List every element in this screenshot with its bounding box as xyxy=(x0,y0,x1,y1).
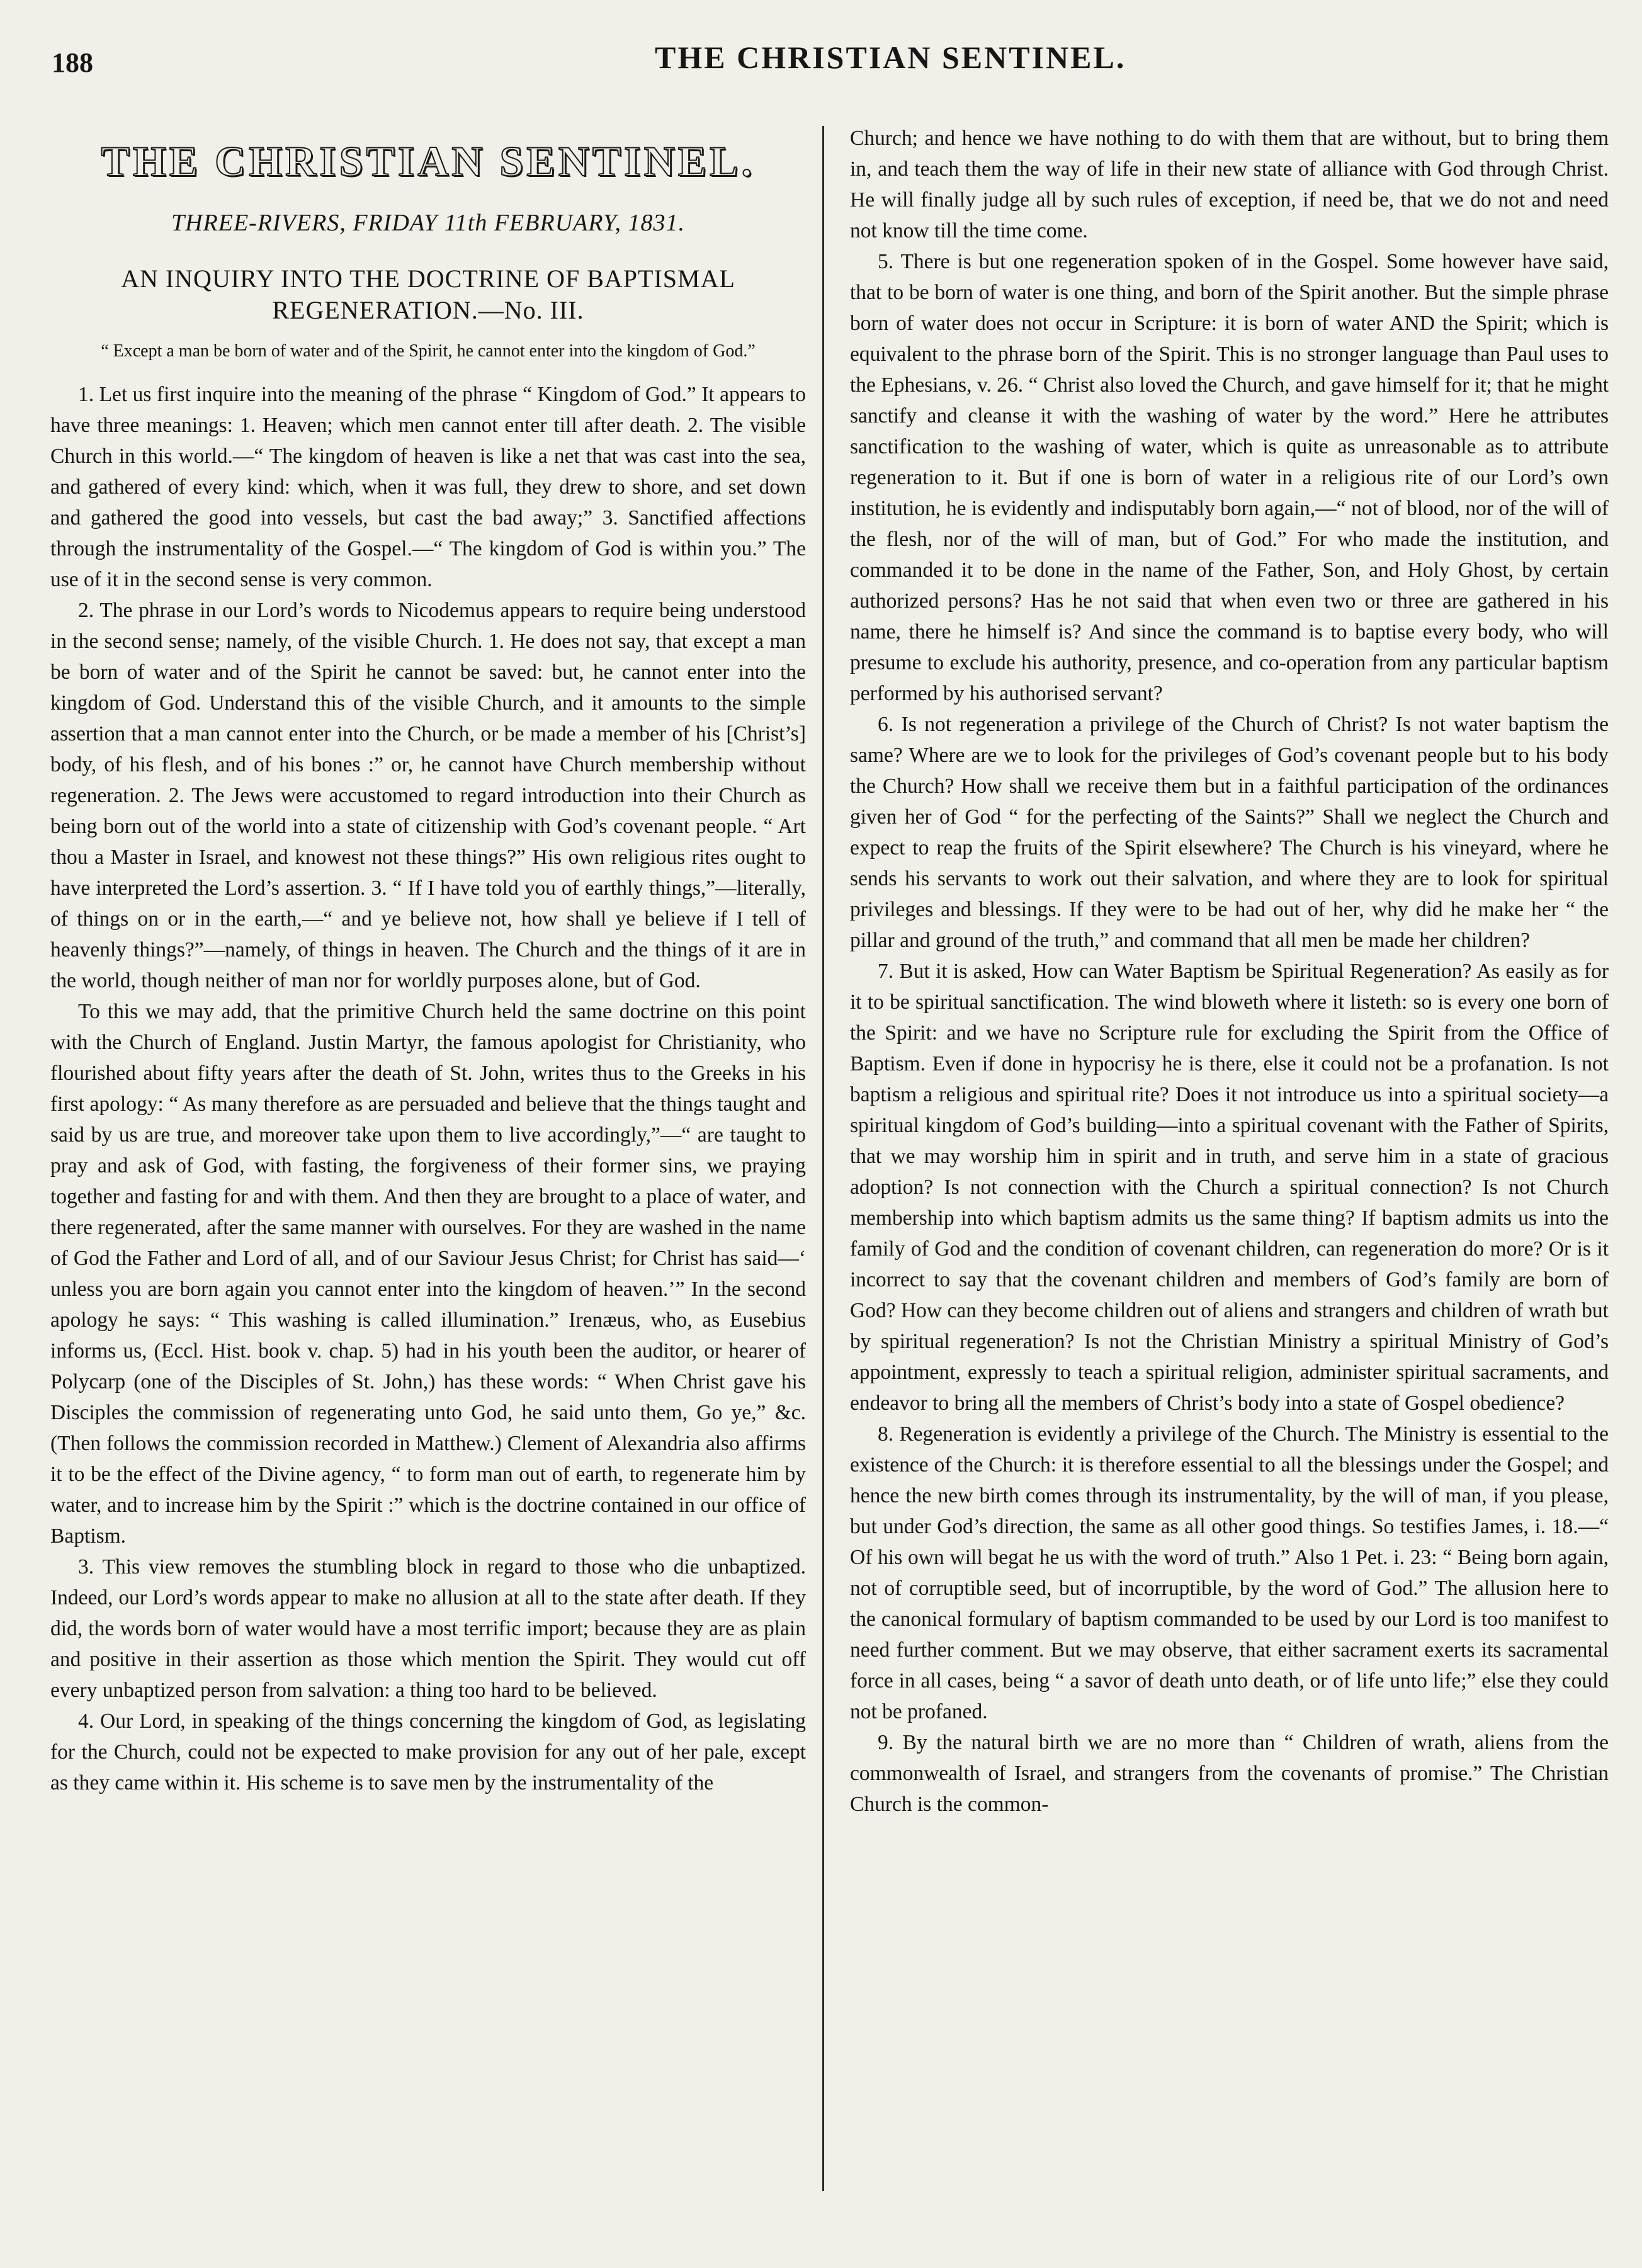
paragraph-4: 4. Our Lord, in speaking of the things concerning the kingdom of God, as legislating for the Church, could not be expected to make provision for any out of her pale, except as they came within it. His scheme is to save men by the instrumentality of the xyxy=(50,1710,806,1795)
paragraph-3: 3. This view removes the stumbling block in regard to those who die unbaptized. Indeed, our Lord’s words appear to make no allusion at all to the state after death. If they did, the words born of water would have a most terrific import; because they are as plain and positive in their assertion as those which mention the Spirit. They would cut off every unbaptized person from salvation: a thing too hard to be believed. xyxy=(50,1555,806,1702)
page-number: 188 xyxy=(52,47,93,78)
paragraph-primitive-church: To this we may add, that the primitive Church held the same doctrine on this point with the Church of England. Justin Martyr, the famous apologist for Christianity, who flourished about fifty years after the death of St. John, writes thus to the Greeks in his first apology: “ As many therefore as are persuaded and believe that the things taught and said by us are true, and moreover take upon them to live accordingly,”—“ are taught to pray and ask of God, with fasting, the forgiveness of their former sins, we praying together and fasting for and with them. And then they are brought to a place of water, and there regenerated, after the same manner with ourselves. For they are washed in the name of God the Father and Lord of all, and of our Saviour Jesus Christ; for Christ has said—‘ unless you are born again you cannot enter into the kingdom of heaven.’” In the second apology he says: “ This washing is called illumination.” Irenæus, who, as Eusebius informs us, (Eccl. Hist. book v. chap. 5) had in his youth been the auditor, or hearer of Polycarp (one of the Disciples of St. John,) has these words: “ When Christ gave his Disciples the commission of regenerating unto God, he said unto them, Go ye,” &c. (Then follows the commission recorded in Matthew.) Clement of Alexandria also affirms it to be the effect of the Divine agency, “ to form man out of earth, to regenerate him by water, and to increase him by the Spirit :” which is the doctrine contained in our office of Baptism. xyxy=(50,1000,806,1548)
epigraph: “ Except a man be born of water and of the Spirit, he cannot enter into the kingdom of God.” xyxy=(101,341,756,361)
running-title: THE CHRISTIAN SENTINEL. xyxy=(655,40,1126,75)
paragraph-9: 9. By the natural birth we are no more than “ Children of wrath, aliens from the commonwealth of Israel, and strangers from the covenants of promise.” The Christian Church is the common- xyxy=(850,1731,1609,1816)
paragraph-1: 1. Let us first inquire into the meaning of the phrase “ Kingdom of God.” It appears to have three meanings: 1. Heaven; which men cannot enter till after death. 2. The visible Church in this world.—“ The kingdom of heaven is like a net that was cast into the sea, and gathered of every kind: which, when it was full, they drew to shore, and set down and gathered the good into vessels, but cast the bad away;” 3. Sanctified affections through the instrumentality of the Gospel.—“ The kingdom of God is within you.” The use of it in the second sense is very common. xyxy=(50,383,806,591)
column-divider xyxy=(822,126,824,2191)
left-column xyxy=(50,123,806,1798)
paragraph-6: 6. Is not regeneration a privilege of the Church of Christ? Is not water baptism the same? Where are we to look for the privileges of God’s covenant people but to his body the Church? How shall we receive them but in a faithful participation of the ordinances given her of God “ for the perfecting of the Saints?” Shall we neglect the Church and expect to reap the fruits of the Spirit elsewhere? The Church is his vineyard, where he sends his servants to work out their salvation, and where they are to look for spiritual privileges and blessings. If they were to be had out of her, why did he make her “ the pillar and ground of the truth,” and command that all men be made her children? xyxy=(850,713,1609,952)
paragraph-7: 7. But it is asked, How can Water Baptism be Spiritual Regeneration? As easily as for it to be spiritual sanctification. The wind bloweth where it listeth: so is every one born of the Spirit: and we have no Scripture rule for excluding the Spirit from the Office of Baptism. Even if done in hypocrisy he is there, else it could not be a profanation. Is not baptism a religious and spiritual rite? Does it not introduce us into a spiritual society—a spiritual kingdom of God’s building—into a spiritual covenant with the Father of Spirits, that we may worship him in spirit and in truth, and serve him in a state of gracious adoption? Is not connection with the Church a spiritual connection? Is not Church membership into which baptism admits us the same thing? If baptism admits us into the family of God and the condition of covenant children, can regeneration do more? Or is it incorrect to say that the covenant children and members of God’s family are born of God? How can they become children out of aliens and strangers and children of wrath but by spiritual regeneration? Is not the Christian Ministry a spiritual Ministry of God’s appointment, expressly to teach a spiritual religion, administer spiritual sacraments, and endeavor to bring all the members of Christ’s body into a state of Gospel obedience? xyxy=(850,960,1609,1415)
dateline: THREE-RIVERS, FRIDAY 11th FEBRUARY, 1831. xyxy=(171,210,686,236)
right-column xyxy=(850,123,1609,1820)
article-title: AN INQUIRY INTO THE DOCTRINE OF BAPTISMAL REGENERATION.—No. III. xyxy=(121,264,735,324)
paragraph-8: 8. Regeneration is evidently a privilege of the Church. The Ministry is essential to the existence of the Church: it is therefore essential to all the blessings under the Gospel; and hence the new birth comes through its instrumentality, by the will of man, if you please, but under God’s direction, the same as all other good things. So testifies James, i. 18.—“ Of his own will begat he us with the word of truth.” Also 1 Pet. i. 23: “ Being born again, not of corruptible seed, but of incorruptible, by the word of God.” The allusion here to the canonical formulary of baptism commanded to be used by our Lord is too manifest to need further comment. But we may observe, that either sacrament exerts its sacramental force in all cases, being “ a savor of death unto death, or of life unto life;” else they could not be profaned. xyxy=(850,1422,1609,1723)
paragraph-4-continued: Church; and hence we have nothing to do with them that are without, but to bring them in, and teach them the way of life in their new state of alliance with God through Christ. He will finally judge all by such rules of exception, if need be, that we do not and need not know till the time come. xyxy=(850,127,1609,242)
paragraph-2: 2. The phrase in our Lord’s words to Nicodemus appears to require being understood in the second sense; namely, of the visible Church. 1. He does not say, that except a man be born of water and of the Spirit he cannot be saved: but, he cannot enter into the kingdom of God. Understand this of the visible Church, and it amounts to the simple assertion that a man cannot enter into the Church, or be made a member of his [Christ’s] body, of his flesh, and of his bones :” or, he cannot have Church membership without regeneration. 2. The Jews were accustomed to regard introduction into their Church as being born out of the world into a state of citizenship with God’s covenant people. “ Art thou a Master in Israel, and knowest not these things?” His own religious rites ought to have interpreted the Lord’s assertion. 3. “ If I have told you of earthly things,”—literally, of things on or in the earth,—“ and ye believe not, how shall ye believe if I tell of heavenly things?”—namely, of things in heaven. The Church and the things of it are in the world, though neither of man nor for worldly purposes alone, but of God. xyxy=(50,599,806,992)
paragraph-5: 5. There is but one regeneration spoken of in the Gospel. Some however have said, that to be born of water is one thing, and born of the Spirit another. But the simple phrase born of water does not occur in Scripture: it is born of water AND the Spirit; which is equivalent to the phrase born of the Spirit. This is no stronger language than Paul uses to the Ephesians, v. 26. “ Christ also loved the Church, and gave himself for it; that he might sanctify and cleanse it with the washing of water by the word.” Here he attributes sanctification to the washing of water, which is quite as unreasonable as to attribute regeneration to it. But if one is born of water in a religious rite of our Lord’s own institution, he is evidently and indisputably born again,—“ not of blood, nor of the will of the flesh, nor of the will of man, but of God.” For who made the institution, and commanded it to be done in the name of the Father, Son, and Holy Ghost, by certain authorized persons? Has he not said that when even two or three are gathered in his name, there he himself is? And since the command is to baptise every body, who will presume to exclude his authority, presence, and co-operation from any particular baptism performed by his authorised servant? xyxy=(850,250,1609,705)
masthead: THE CHRISTIAN SENTINEL. xyxy=(101,137,756,185)
